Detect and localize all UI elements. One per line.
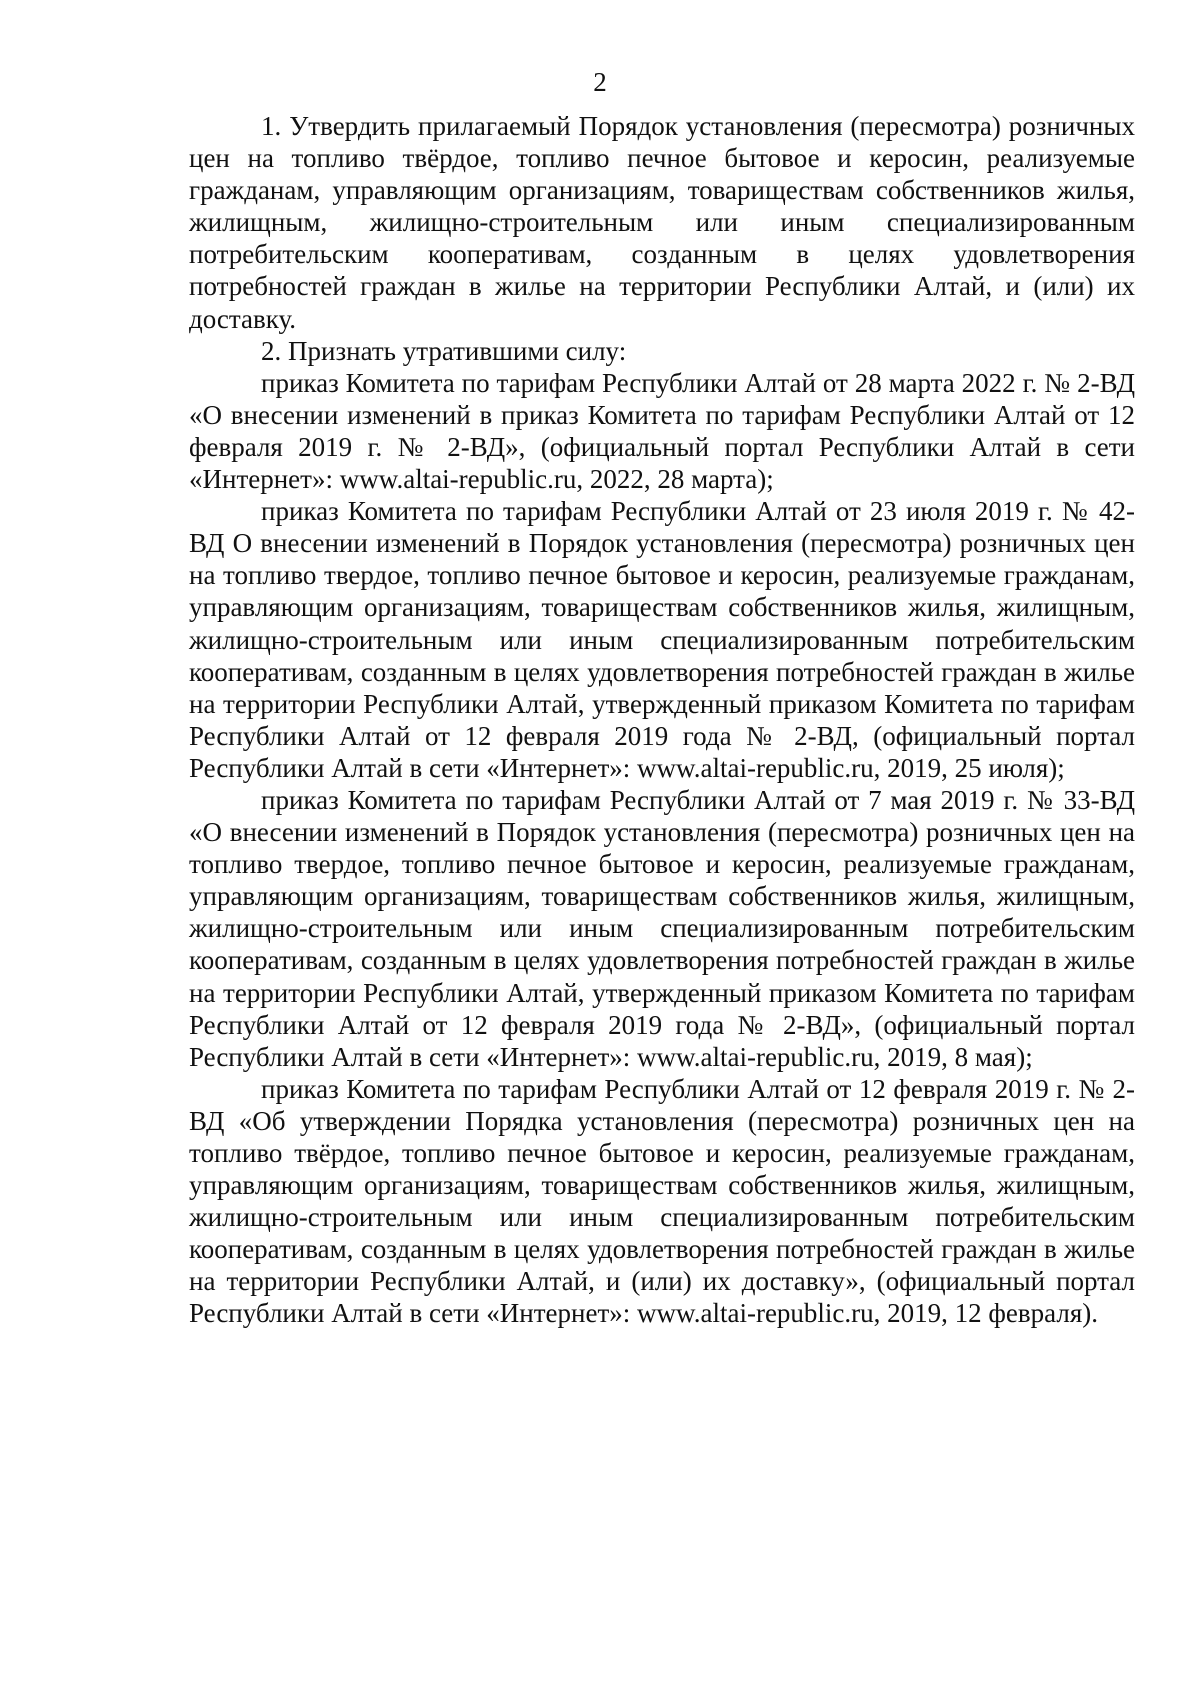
page-number: 2 xyxy=(593,67,607,97)
paragraph-order-2019-07-23: приказ Комитета по тарифам Республики Алтай от 23 июля 2019 г. № 42-ВД О внесении изменений в Порядок установления (пересмотра) розничных цен на топливо твердое, топливо печное бытовое и керосин, реализуемые гражданам, управляющим организациям, товариществам собственников жилья, жилищным, жилищно-строительным или иным специализированным потребительским кооперативам, созданным в целях удовлетворения потребностей граждан в жилье на территории Республики Алтай, утвержденный приказом Комитета по тарифам Республики Алтай от 12 февраля 2019 года № 2-ВД, (официальный портал Республики Алтай в сети «Интернет»: www.altai-republic.ru, 2019, 25 июля); xyxy=(189,496,1135,783)
paragraph-repeal-heading: 2. Признать утратившими силу: xyxy=(261,335,627,366)
paragraph-approve-procedure: 1. Утвердить прилагаемый Порядок установления (пересмотра) розничных цен на топливо твёрдое, топливо печное бытовое и керосин, реализуемые гражданам, управляющим организациям, товариществам собственников жилья, жилищным, жилищно-строительным или иным специализированным потребительским кооперативам, созданным в целях удовлетворения потребностей граждан в жилье на территории Республики Алтай, и (или) их доставку. xyxy=(189,111,1135,334)
paragraph-order-2019-05-07: приказ Комитета по тарифам Республики Алтай от 7 мая 2019 г. № 33-ВД «О внесении изменений в Порядок установления (пересмотра) розничных цен на топливо твердое, топливо печное бытовое и керосин, реализуемые гражданам, управляющим организациям, товариществам собственников жилья, жилищным, жилищно-строительным или иным специализированным потребительским кооперативам, созданным в целях удовлетворения потребностей граждан в жилье на территории Республики Алтай, утвержденный приказом Комитета по тарифам Республики Алтай от 12 февраля 2019 года № 2-ВД», (официальный портал Республики Алтай в сети «Интернет»: www.altai-republic.ru, 2019, 8 мая); xyxy=(189,784,1135,1072)
paragraph-order-2019-02-12: приказ Комитета по тарифам Республики Алтай от 12 февраля 2019 г. № 2-ВД «Об утверждении Порядка установления (пересмотра) розничных цен на топливо твёрдое, топливо печное бытовое и керосин, реализуемые гражданам, управляющим организациям, товариществам собственников жилья, жилищным, жилищно-строительным или иным специализированным потребительским кооперативам, созданным в целях удовлетворения потребностей граждан в жилье на территории Республики Алтай, и (или) их доставку», (официальный портал Республики Алтай в сети «Интернет»: www.altai-republic.ru, 2019, 12 февраля). xyxy=(189,1073,1135,1329)
document-body xyxy=(189,110,1135,1330)
paragraph-order-2022-03-28: приказ Комитета по тарифам Республики Алтай от 28 марта 2022 г. № 2-ВД «О внесении изменений в приказ Комитета по тарифам Республики Алтай от 12 февраля 2019 г. № 2-ВД», (официальный портал Республики Алтай в сети «Интернет»: www.altai-republic.ru, 2022, 28 марта); xyxy=(189,367,1135,495)
